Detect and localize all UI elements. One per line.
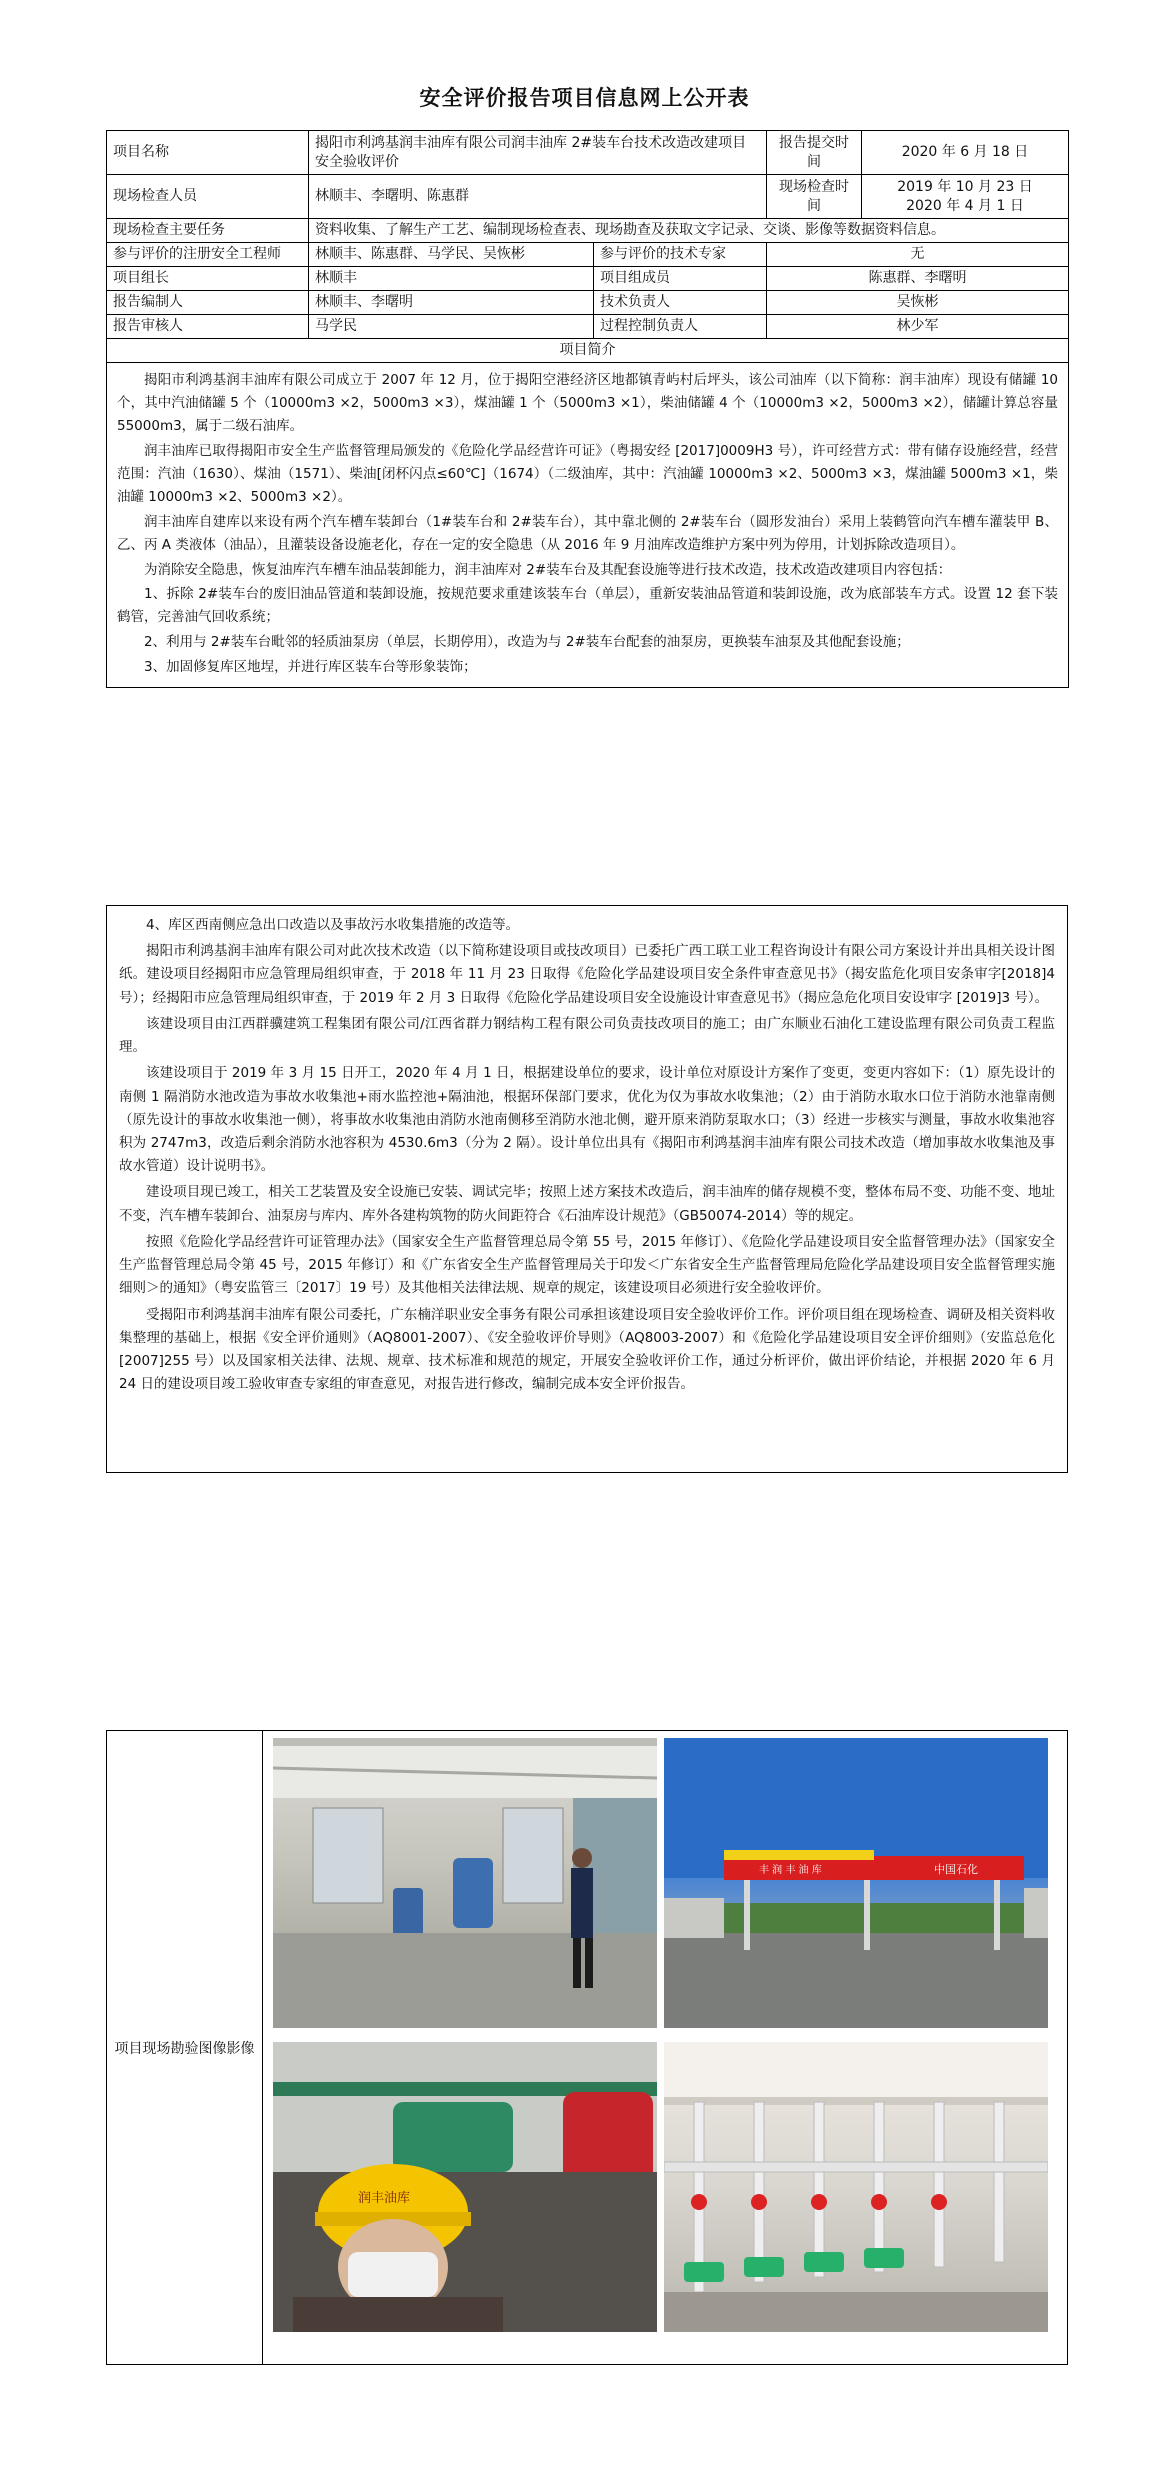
pipelines-illustration bbox=[664, 2042, 1048, 2332]
project-name-label: 项目名称 bbox=[107, 131, 309, 175]
inspectors-label: 现场检查人员 bbox=[107, 175, 309, 219]
process-label: 过程控制负责人 bbox=[594, 315, 767, 339]
page-title: 安全评价报告项目信息网上公开表 bbox=[419, 85, 750, 110]
submit-time-label: 报告提交时间 bbox=[767, 131, 862, 175]
compiler-value: 林顺丰、李曙明 bbox=[309, 291, 594, 315]
summary-continued-box bbox=[106, 905, 1068, 1473]
experts-value: 无 bbox=[767, 243, 1069, 267]
summary-paragraph: 为消除安全隐患，恢复油库汽车槽车油品装卸能力，润丰油库对 2#装车台及其配套设施等进行技术改造，技术改造改建项目内容包括： bbox=[144, 561, 952, 578]
site-photo-pipelines bbox=[664, 2042, 1048, 2332]
submit-time-value: 2020 年 6 月 18 日 bbox=[862, 131, 1069, 175]
continued-paragraph: 该建设项目于 2019 年 3 月 15 日开工，2020 年 4 月 1 日，根据建设单位的要求，设计单位对原设计方案作了变更，变更内容如下：（1）原先设计的南侧 1 隔消防水池改造为事故水收集池+雨水监控池+隔油池，根据环保部门要求，优化为仅为事故水收集池；（2）由于消防水取水口位于消防水池靠南侧（原先设计的事故水收集池一侧），将事故水收集池由消防水池南侧移至消防水池北侧，避开原来消防泵取水口；（3）经进一步核实与测量，事故水收集池容积为 2747m3，改造后剩余消防水池容积为 4530.6m3（分为 2 隔）。设计单位出具有《揭阳市利鸿基润丰油库有限公司技术改造（增加事故水收集池及事故水管道）设计说明书》。 bbox=[119, 1065, 1055, 1175]
loading-station-illustration bbox=[664, 1738, 1048, 2028]
canopy-sinopec-text: 中国石化 bbox=[934, 1863, 978, 1876]
site-photo-label: 项目现场勘验图像影像 bbox=[107, 1731, 263, 2364]
members-label: 项目组成员 bbox=[594, 267, 767, 291]
continued-paragraph: 受揭阳市利鸿基润丰油库有限公司委托，广东楠洋职业安全事务有限公司承担该建设项目安全验收评价工作。评价项目组在现场检查、调研及相关资料收集整理的基础上，根据《安全评价通则》（AQ8001-2007）、《安全验收评价导则》（AQ8003-2007）和《危险化学品建设项目安全评价细则》（安监总危化[2007]255 号）以及国家相关法律、法规、规章、技术标准和规范的规定，开展安全验收评价工作，通过分析评价，做出评价结论，并根据 2020 年 6 月 24 日的建设项目竣工验收审查专家组的审查意见，对报告进行修改，编制完成本安全评价报告。 bbox=[119, 1306, 1055, 1393]
inspect-time-label: 现场检查时间 bbox=[767, 175, 862, 219]
continued-paragraph: 揭阳市利鸿基润丰油库有限公司对此次技术改造（以下简称建设项目或技改项目）已委托广西工联工业工程咨询设计有限公司方案设计并出具相关设计图纸。建设项目经揭阳市应急管理局组织审查，于 2018 年 11 月 23 日取得《危险化学品建设项目安全条件审查意见书》（揭安监危化项目安条审字[2018]4 号）；经揭阳市应急管理局组织审查，于 2019 年 2 月 3 日取得《危险化学品建设项目安全设施设计审查意见书》（揭应急危化项目安设审字 [2019]3 号）。 bbox=[119, 943, 1055, 1006]
tech-label: 技术负责人 bbox=[594, 291, 767, 315]
inspect-time-2: 2020 年 4 月 1 日 bbox=[906, 197, 1024, 214]
pump-room-illustration bbox=[273, 1738, 657, 2028]
site-photo-pump-room bbox=[273, 1738, 657, 2028]
summary-paragraph: 揭阳市利鸿基润丰油库有限公司成立于 2007 年 12 月，位于揭阳空港经济区地都镇青屿村后坪头，该公司油库（以下简称：润丰油库）现设有储罐 10 个，其中汽油储罐 5 个（10000m3 ×2，5000m3 ×3），煤油罐 1 个（5000m3 ×1），柴油储罐 4 个（10000m3 ×2，5000m3 ×2），储罐计算总容量 55000m3，属于二级石油库。 bbox=[117, 372, 1058, 434]
leader-value: 林顺丰 bbox=[309, 267, 594, 291]
inspectors-value: 林顺丰、李曙明、陈惠群 bbox=[309, 175, 767, 219]
process-value: 林少军 bbox=[767, 315, 1069, 339]
compiler-label: 报告编制人 bbox=[107, 291, 309, 315]
summary-paragraph: 润丰油库自建库以来设有两个汽车槽车装卸台（1#装车台和 2#装车台），其中靠北侧的 2#装车台（圆形发油台）采用上装鹤管向汽车槽车灌装甲 B、乙、丙 A 类液体（油品），且灌装设备设施老化，存在一定的安全隐患（从 2016 年 9 月油库改造维护方案中列为停用，计划拆除改造项目）。 bbox=[117, 513, 1058, 553]
info-table bbox=[106, 130, 1069, 688]
reviewer-label: 报告审核人 bbox=[107, 315, 309, 339]
continued-paragraph: 该建设项目由江西群骥建筑工程集团有限公司/江西省群力钢结构工程有限公司负责技改项目的施工；由广东顺业石油化工建设监理有限公司负责工程监理。 bbox=[119, 1015, 1055, 1056]
leader-label: 项目组长 bbox=[107, 267, 309, 291]
summary-heading: 项目简介 bbox=[107, 339, 1069, 363]
canopy-sign-text: 丰 润 丰 油 库 bbox=[759, 1865, 822, 1876]
summary-paragraph: 润丰油库已取得揭阳市安全生产监督管理局颁发的《危险化学品经营许可证》（粤揭安经 [2017]0009H3 号），许可经营方式：带有储存设施经营，经营范围：汽油（1630）、煤油（1571）、柴油[闭杯闪点≤60℃]（1674）（二级油库，其中：汽油罐 10000m3 ×2、5000m3 ×3，煤油罐 5000m3 ×1，柴油罐 10000m3 ×2、5000m3 ×2）。 bbox=[117, 442, 1058, 505]
project-name-value: 揭阳市利鸿基润丰油库有限公司润丰油库 2#装车台技术改造改建项目安全验收评价 bbox=[309, 131, 767, 175]
inspector-illustration bbox=[273, 2042, 657, 2332]
experts-label: 参与评价的技术专家 bbox=[594, 243, 767, 267]
continued-paragraph: 按照《危险化学品经营许可证管理办法》（国家安全生产监督管理总局令第 55 号，2015 年修订）、《危险化学品建设项目安全监督管理办法》（国家安全生产监督管理总局令第 45 号，2015 年修订）和《广东省安全生产监督管理局关于印发＜广东省安全生产监督管理局危险化学品建设项目安全监督管理实施细则＞的通知》（粤安监管三〔2017〕19 号）及其他相关法律法规、规章的规定，该建设项目必须进行安全验收评价。 bbox=[119, 1233, 1055, 1297]
site-photo-loading-station bbox=[664, 1738, 1048, 2028]
tech-value: 吴恢彬 bbox=[767, 291, 1069, 315]
continued-paragraph: 建设项目现已竣工，相关工艺装置及安全设施已安装、调试完毕；按照上述方案技术改造后，润丰油库的储存规模不变，整体布局不变、功能不变、地址不变，汽车槽车装卸台、油泵房与库内、库外各建构筑物的防火间距符合《石油库设计规范》（GB50074-2014）等的规定。 bbox=[119, 1184, 1055, 1224]
summary-list-item: 1、拆除 2#装车台的废旧油品管道和装卸设施，按规范要求重建该装车台（单层），重新安装油品管道和装卸设施，改为底部装车方式。设置 12 套下装鹤管，完善油气回收系统； bbox=[117, 586, 1058, 626]
members-value: 陈惠群、李曙明 bbox=[767, 267, 1069, 291]
helmet-text: 润丰油库 bbox=[358, 2191, 411, 2206]
engineers-label: 参与评价的注册安全工程师 bbox=[107, 243, 309, 267]
site-photo-inspector bbox=[273, 2042, 657, 2332]
summary-list-item: 2、利用与 2#装车台毗邻的轻质油泵房（单层，长期停用），改造为与 2#装车台配套的油泵房，更换装车油泵及其他配套设施； bbox=[144, 634, 910, 651]
engineers-value: 林顺丰、陈惠群、马学民、吴恢彬 bbox=[309, 243, 594, 267]
summary-body bbox=[107, 363, 1069, 688]
reviewer-value: 马学民 bbox=[309, 315, 594, 339]
inspect-time-1: 2019 年 10 月 23 日 bbox=[897, 179, 1033, 196]
task-label: 现场检查主要任务 bbox=[107, 219, 309, 243]
task-value: 资料收集、了解生产工艺、编制现场检查表、现场勘查及获取文字记录、交谈、影像等数据资料信息。 bbox=[309, 219, 1069, 243]
summary-list-item: 3、加固修复库区地埕，并进行库区装车台等形象装饰； bbox=[144, 659, 477, 676]
inspect-time-value bbox=[862, 175, 1069, 219]
continued-list-item: 4、库区西南侧应急出口改造以及事故污水收集措施的改造等。 bbox=[146, 917, 520, 933]
